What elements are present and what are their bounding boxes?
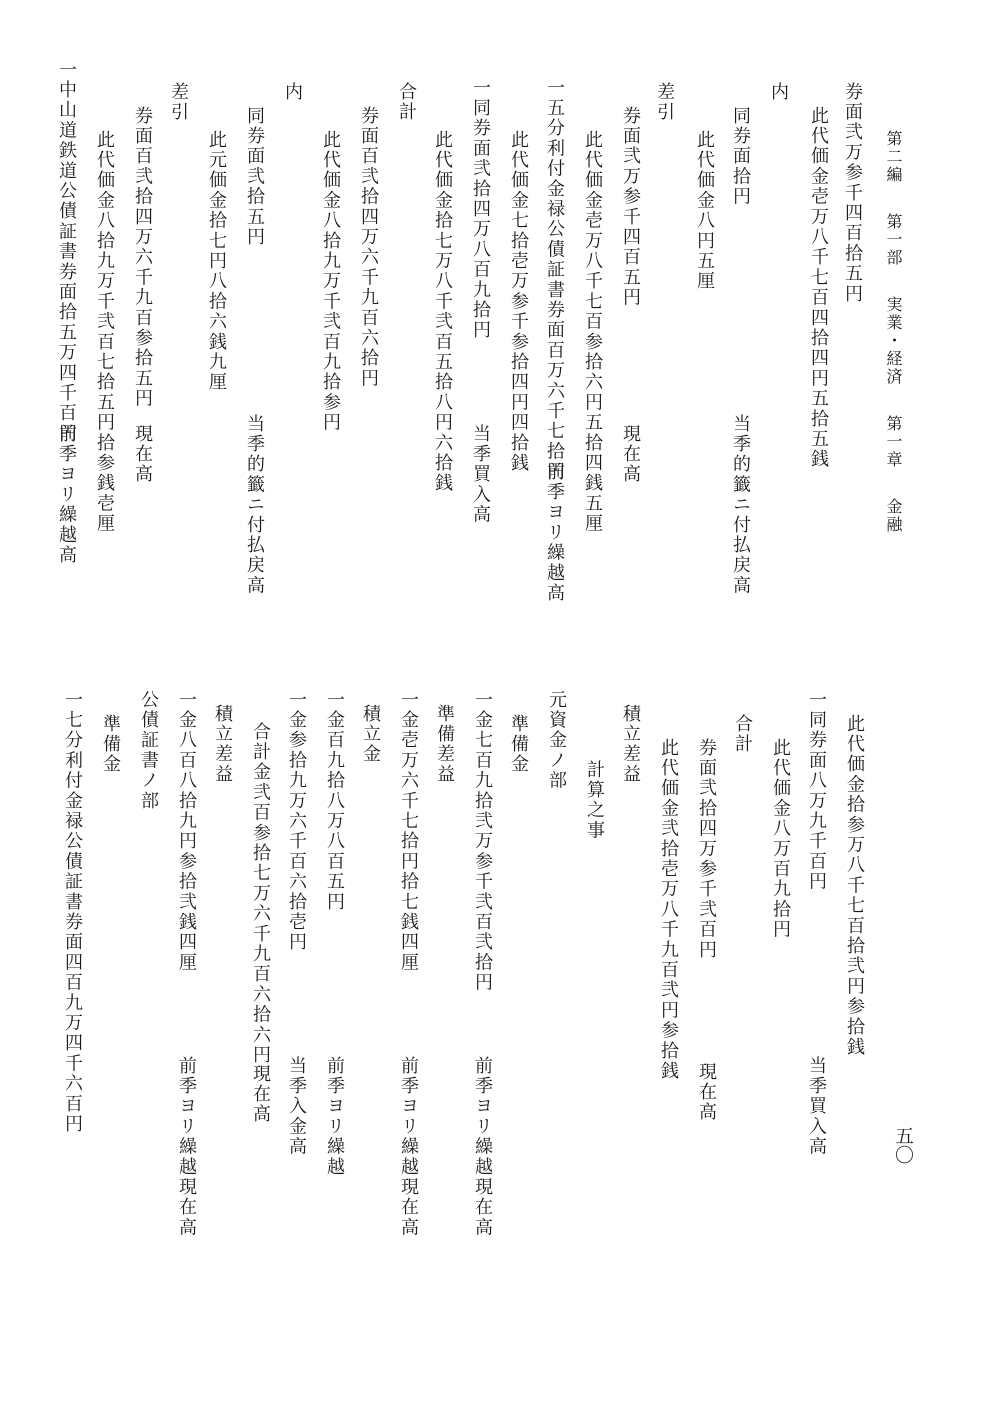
header-section: 実業・経済 xyxy=(884,296,903,387)
text-line: 一金参拾九万六千百六拾壱円 xyxy=(286,690,307,953)
text-line: 現在高 xyxy=(250,1064,271,1125)
text-line: 券面弐万参千四百五円 xyxy=(620,106,641,308)
text-line: 準備金 xyxy=(100,714,121,775)
text-line: 積立金 xyxy=(360,704,381,765)
text-line: 此代価金八拾九万千弐百七拾五円拾参銭壱厘 xyxy=(94,130,115,534)
header-volume: 第二編 xyxy=(884,130,903,184)
text-line: 此代価金七拾壱万参千参拾四円四拾銭 xyxy=(508,130,529,474)
text-line: 此代価金八円五厘 xyxy=(694,130,715,292)
text-line: 現在高 xyxy=(132,424,153,485)
text-line: 差引 xyxy=(168,82,189,123)
text-line: 差引 xyxy=(654,82,675,123)
text-line: 前季ヨリ繰越高 xyxy=(544,462,565,604)
text-line: 計算之事 xyxy=(584,760,605,841)
text-line: 前季ヨリ繰越 xyxy=(324,1056,345,1178)
text-line: 此代価金壱万八千七百参拾六円五拾四銭五厘 xyxy=(582,130,603,534)
text-line: 当季的籤ニ付払戻高 xyxy=(730,414,751,596)
text-line: 券面弐万参千四百拾五円 xyxy=(842,82,863,305)
text-line: 合計金弐百参拾七万六千九百六拾六円 xyxy=(250,722,271,1066)
text-line: 積立差益 xyxy=(620,704,641,785)
text-line: 積立差益 xyxy=(212,704,233,785)
text-line: 此代価金八万百九拾円 xyxy=(770,738,791,940)
header-part: 第一部 xyxy=(884,213,903,268)
text-line: 一金壱万六千七拾円拾七銭四厘 xyxy=(398,690,419,973)
text-line: 券面百弐拾四万六千九百参拾五円 xyxy=(132,106,153,409)
text-line: 当季的籤ニ付払戻高 xyxy=(244,414,265,596)
text-line: 元資金ノ部 xyxy=(546,690,567,791)
text-line: 一七分利付金禄公債証書券面四百九万四千六百円 xyxy=(62,690,83,1135)
text-line: 内 xyxy=(768,82,789,103)
page-number: 五〇 xyxy=(892,1126,914,1164)
text-line: 券面百弐拾四万六千九百六拾円 xyxy=(358,106,379,389)
running-header xyxy=(882,130,905,556)
text-line: 同券面弐拾五円 xyxy=(244,106,265,248)
text-line: 一五分利付金禄公債証書券面百万六千七拾円 xyxy=(544,78,565,482)
text-line: 一同券面弐拾四万八百九拾円 xyxy=(470,78,491,341)
text-line: 一金百九拾八万八百五円 xyxy=(324,690,345,913)
text-line: 合計 xyxy=(732,714,753,755)
text-line: 此代価金八拾九万千弐百九拾参円 xyxy=(320,130,341,433)
text-line: 券面弐拾四万参千弐百円 xyxy=(696,738,717,961)
text-line: 前季ヨリ繰越現在高 xyxy=(176,1056,197,1238)
text-line: 内 xyxy=(282,82,303,103)
text-line: 同券面拾円 xyxy=(730,106,751,207)
text-line: 此代価金拾参万八千七百拾弐円参拾銭 xyxy=(844,714,865,1058)
text-line: 前季ヨリ繰越現在高 xyxy=(472,1056,493,1238)
text-line: 当季買入高 xyxy=(470,424,491,525)
text-line: 此代価金壱万八千七百四拾四円五拾五銭 xyxy=(808,106,829,470)
text-line: 準備金 xyxy=(508,714,529,775)
text-line: 一金七百九拾弐万参千弐百弐拾円 xyxy=(472,690,493,993)
text-line: 当季入金高 xyxy=(286,1056,307,1157)
text-line: 此元価金拾七円八拾六銭九厘 xyxy=(206,130,227,393)
text-line: 一同券面八万九千百円 xyxy=(806,690,827,892)
text-line: 現在高 xyxy=(696,1062,717,1123)
text-line: 準備差益 xyxy=(434,704,455,785)
text-line: 公債証書ノ部 xyxy=(138,690,159,812)
text-line: 合計 xyxy=(396,82,417,123)
header-title: 金融 xyxy=(884,498,903,535)
text-line: 此代価金弐拾壱万八千九百弐円参拾銭 xyxy=(658,738,679,1082)
text-line: 当季買入高 xyxy=(806,1056,827,1157)
text-line: 現在高 xyxy=(620,424,641,485)
text-line: 前季ヨリ繰越現在高 xyxy=(398,1056,419,1238)
header-chapter: 第一章 xyxy=(884,415,903,470)
text-line: 此代価金拾七万八千弐百五拾八円六拾銭 xyxy=(432,130,453,494)
text-line: 前季ヨリ繰越高 xyxy=(56,424,77,566)
text-line: 一金八百八拾九円参拾弐銭四厘 xyxy=(176,690,197,973)
text-line: 一中山道鉄道公債証書券面拾五万四千百円 xyxy=(56,60,77,444)
